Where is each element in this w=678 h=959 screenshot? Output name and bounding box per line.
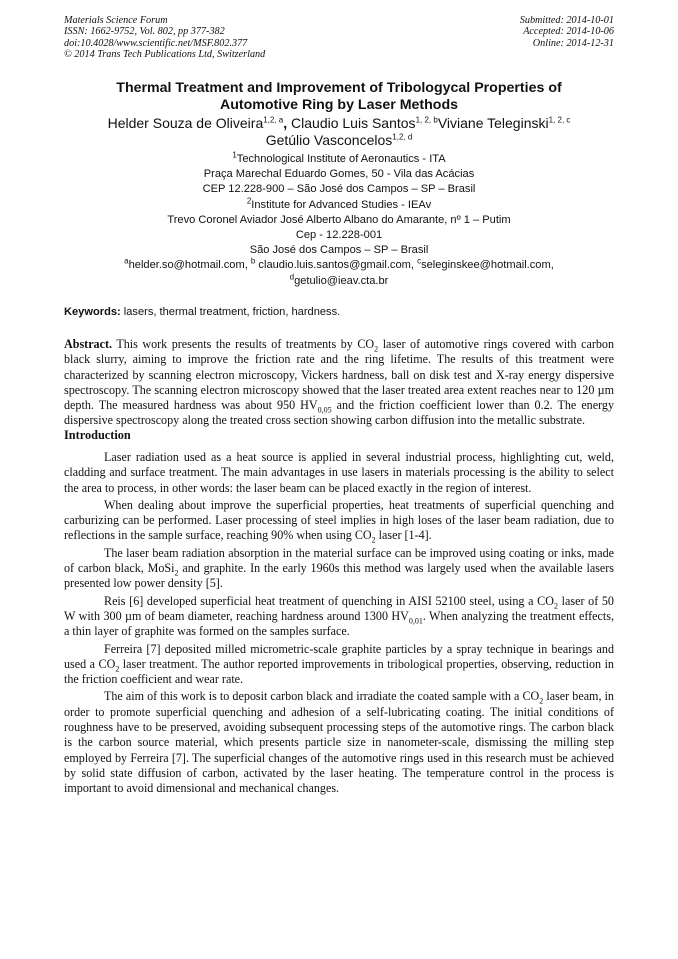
journal-header (64, 15, 394, 61)
journal-name: Materials Science Forum (64, 15, 168, 26)
author-affil-sup: 1, 2, c (548, 115, 571, 125)
affiliation-address: Trevo Coronel Aviador José Alberto Albano do Amarante, nº 1 – Putim (167, 213, 511, 226)
journal-doi: doi:10.4028/www.scientific.net/MSF.802.377 (64, 37, 248, 49)
author-list (40, 115, 638, 149)
email-link[interactable]: claudio.luis.santos@gmail.com, (255, 259, 418, 272)
author-line-2 (40, 132, 638, 149)
author-affil-sup: 1,2, a (263, 115, 284, 125)
introduction-body (64, 450, 614, 799)
author-name: Helder Souza de Oliveira (107, 115, 264, 131)
author-line-1 (40, 115, 638, 132)
affiliation-institute-1: $^1$Technological Institute of Aeronautics - ITA (232, 150, 446, 165)
abstract: Abstract. This work presents the results of treatments by $CO_2$ laser of automotive rings covered with carbon black slurry, aiming to improve the friction rate and the ring lifetime. The results of this treatment were characterized by scanning electron microscopy, Vickers hardness, ball on disk test and X-ray energy dispersive spectroscopy. The scanning electron microscopy showed that the laser treated area extent reaches near to 120 µm depth. The measured hardness was about 950 $HV_{0,05}$ and the friction coefficient lower than 0.2. The energy dispersive spectroscopy along the treated cross section showing carbon diffusion into the metallic substrate. (64, 337, 615, 428)
abstract-label: Abstract. (64, 337, 113, 351)
paper-title (50, 80, 628, 114)
affiliations (40, 152, 638, 289)
title-line-1: Thermal Treatment and Improvement of Tribologycal Properties of (116, 80, 562, 96)
paragraph: The laser beam radiation absorption in the material surface can be improved using coating or inks, made of carbon black, MoSi$_2$ and graphite. In the early 1960s this method was largely used when the available lasers presented low power density [5]. (64, 545, 614, 591)
author-affil-sup: 1, 2, b (415, 115, 438, 125)
author-emails: $^d$getulio@ieav.cta.br (289, 271, 389, 287)
journal-issn: ISSN: 1662-9752, Vol. 802, pp 377-382 (64, 26, 225, 38)
online-date: Online: 2014-12-31 (532, 37, 614, 49)
keywords-label: Keywords: (64, 306, 121, 318)
author-name: Getúlio Vasconcelos (265, 132, 393, 148)
author-name: Viviane Teleginski (437, 115, 549, 131)
section-heading-introduction: Introduction (64, 428, 131, 442)
author-affil-sup: 1,2, d (392, 132, 413, 142)
author-name: Claudio Luis Santos (287, 115, 416, 131)
paragraph: Reis [6] developed superficial heat treatment of quenching in AISI 52100 steel, using a $CO_2$ laser of 50 W with 300 µm of beam diameter, reaching hardness around 1300 $HV_{0,01}$. When analyzing the treatment effects, a thin layer of graphite was formed on the samples surface. (64, 593, 614, 639)
paragraph: The aim of this work is to deposit carbon black and irradiate the coated sample with a $CO_2$ laser beam, in order to promote superficial quenching and adhesion of a self-lubricating coating. The initial conditions of roughness have to be preserved, avoiding subsequent processing steps of the automotive rings. The carbon black is the carbon source material, which presents particle size in nanometer-scale, dismissing the milling step employed by Ferreira [7]. The superficial changes of the automotive rings used in this research must be achieved by solid state diffusion of carbon, activated by the laser heating. The temperature control in the process is important to avoid dimensional and mechanical changes. (64, 689, 614, 796)
accepted-date: Accepted: 2014-10-06 (523, 26, 614, 38)
affiliation-address: CEP 12.228-900 – São José dos Campos – SP – Brasil (202, 183, 476, 196)
affiliation-address: São José dos Campos – SP – Brasil (249, 244, 429, 257)
journal-copyright: © 2014 Trans Tech Publications Ltd, Switzerland (64, 49, 266, 61)
affiliation-address: Cep - 12.228-001 (295, 229, 383, 242)
email-link[interactable]: helder.so@hotmail.com, (128, 259, 251, 272)
paragraph: Ferreira [7] deposited milled micrometric-scale graphite particles by a spray technique in bearings and used a $CO_2$ laser treatment. The author reported improvements in tribological properties, observing, reduction in the friction coefficient and wear rate. (64, 641, 614, 687)
submitted-date: Submitted: 2014-10-01 (519, 15, 614, 26)
paragraph: When dealing about improve the superficial properties, heat treatments of superficial quenching and carburizing can be performed. Laser processing of steel implies in high loses of the laser beam radiation, due to reflections in the sample surface, reaching 90% when using $CO_2$ laser [1-4]. (64, 497, 614, 545)
title-line-2: Automotive Ring by Laser Methods (219, 97, 459, 113)
dates-header (420, 15, 614, 49)
affiliation-address: Praça Marechal Eduardo Gomes, 50 - Vila das Acácias (203, 168, 475, 181)
keywords-text: lasers, thermal treatment, friction, hardness. (120, 306, 341, 318)
author-emails: $^a$helder.so@hotmail.com, $^b$ claudio.luis.santos@gmail.com, $^c$seleginskee@hotmail.com, (124, 256, 554, 272)
keywords (64, 305, 614, 319)
affiliation-institute-2: $^2$Institute for Advanced Studies - IEAv (246, 195, 432, 211)
email-link[interactable]: seleginskee@hotmail.com, (421, 259, 554, 272)
email-link[interactable]: getulio@ieav.cta.br (294, 274, 389, 287)
author-separator: , (283, 115, 288, 131)
paragraph: Laser radiation used as a heat source is applied in several industrial process, highlighting cut, weld, cladding and surface treatment. The main advantages in use lasers in materials processing is the ability to select the area to process, in other words: the laser beam can be placed exactly in the region of interest. (64, 450, 614, 495)
